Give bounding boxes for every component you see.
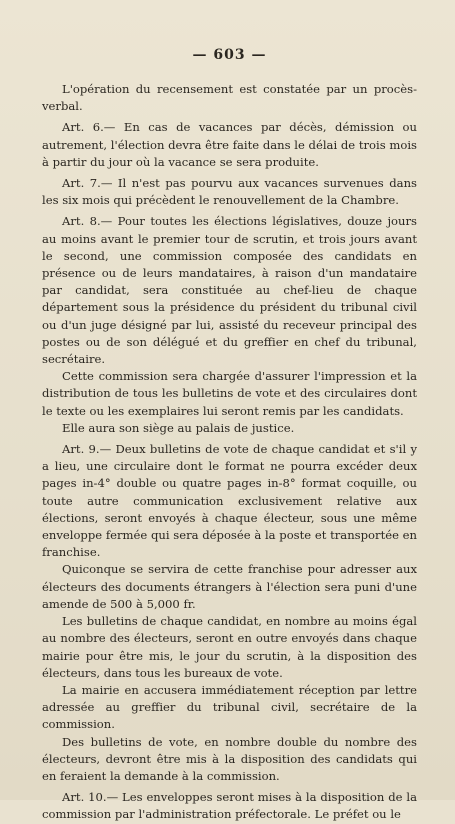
paragraph-franchise: Quiconque se servira de cette franchise pour adresser aux électeurs des documents étrangers à l'élection sera puni d'une amende de 500 à 5,000 fr. bbox=[42, 562, 417, 611]
paragraph-art-9: Art. 9.— Deux bulletins de vote de chaque candidat et s'il y a lieu, une circulaire dont le format ne pourra excéder deux pages in-4° double ou quatre pages in-8° format coquille, ou toute autre communication exclusivement relative aux élections, seront envoyés à chaque électeur, sous une même enveloppe fermée qui sera déposée à la poste et transportée en franchise. bbox=[42, 442, 417, 560]
paragraph-art-6: Art. 6.— En cas de vacances par décès, démission ou autrement, l'élection devra être faite dans le délai de trois mois à partir du jour où la vacance se sera produite. bbox=[42, 120, 417, 169]
paragraph-reception: La mairie en accusera immédiatement réception par lettre adressée au greffier du tribunal civil, secrétaire de la commission. bbox=[42, 682, 417, 732]
paragraph-bulletins-double: Des bulletins de vote, en nombre double du nombre des électeurs, devront être mis à la disposition des candidats qui en feraient la demande à la commission. bbox=[42, 734, 417, 783]
page-number: — 603 — bbox=[192, 47, 267, 63]
paragraph-art-10: Art. 10.— Les enveloppes seront mises à la disposition de la commission par l'administration préfectorale. Le préfet ou le bbox=[42, 790, 417, 822]
paragraph-art-7: Art. 7.— Il n'est pas pourvu aux vacances survenues dans les six mois qui précèdent le renouvellement de la Chambre. bbox=[42, 176, 417, 208]
paragraph-commission: Cette commission sera chargée d'assurer l'impression et la distribution de tous les bulletins de vote et des circulaires dont le texte ou les exemplaires lui seront remis par les candidats. bbox=[42, 369, 417, 418]
paragraph-siege: Elle aura son siège au palais de justice. bbox=[62, 420, 295, 435]
paragraph-art-8: Art. 8.— Pour toutes les élections législatives, douze jours au moins avant le premier tour de scrutin, et trois jours avant le second, une commission composée des candidats en présence ou de leurs mandataires, à raison d'un mandataire par candidat, sera constituée au chef-lieu de chaque département sous la présidence du président du tribunal civil ou d'un juge désigné par lui, assisté du receveur principal des postes ou de son délégué et du greffier en chef du tribunal, secrétaire. bbox=[42, 214, 417, 367]
body-text bbox=[42, 81, 417, 824]
paragraph-proces-verbal: L'opération du recensement est constatée par un procès-verbal. bbox=[42, 82, 417, 114]
paragraph-bulletins-mairie: Les bulletins de chaque candidat, en nombre au moins égal au nombre des électeurs, seront en outre envoyés dans chaque mairie pour être mis, le jour du scrutin, à la disposition des électeurs, dans tous les bureaux de vote. bbox=[42, 614, 417, 680]
